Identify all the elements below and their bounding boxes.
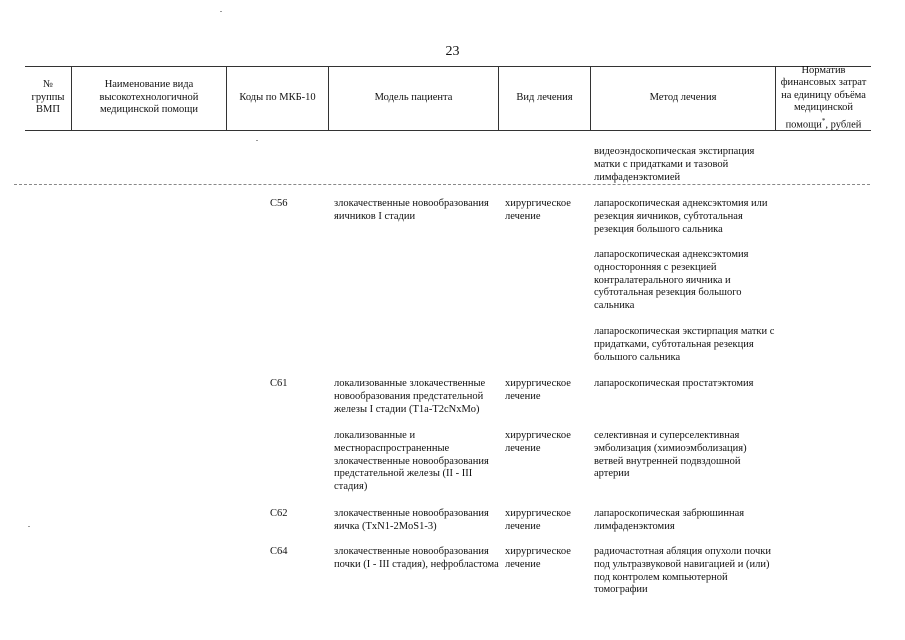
page-number: 23: [445, 44, 460, 59]
row-treatment: хирургическое лечение: [505, 378, 571, 402]
header-bottom-rule: [25, 130, 871, 131]
row-treatment: хирургическое лечение: [505, 430, 571, 454]
scan-speck: [28, 526, 30, 527]
row-method: лапароскопическая экстирпация матки с придатками, субтотальная резекция большого сальника: [594, 326, 775, 363]
row-model: злокачественные новообразования почки (I - III стадия), нефробластома: [334, 546, 499, 570]
header-group-number: № группы ВМП: [31, 79, 65, 116]
header-vmp-name: Наименование вида высокотехнологичной медицинской помощи: [71, 66, 226, 130]
row-treatment: хирургическое лечение: [505, 198, 571, 222]
row-model: локализованные злокачественные новообразования предстательной железы I стадии (T1a-T2cNxMo): [334, 378, 486, 415]
row-method: лапароскопическая простатэктомия: [594, 378, 754, 389]
row-model: локализованные и местнораспространенные злокачественные новообразования предстательной железы (II - III стадия): [334, 430, 489, 493]
row-method: лапароскопическая аднексэктомия или резекция яичников, субтотальная резекция большого сальника: [594, 198, 768, 235]
row-model: злокачественные новообразования яичка (TxN1-2MoS1-3): [334, 508, 489, 532]
row-model: злокачественные новообразования яичников I стадии: [334, 198, 489, 222]
header-patient-model: Модель пациента: [328, 66, 498, 130]
row-method: радиочастотная абляция опухоли почки под ультразвуковой навигацией и (или) под контролем компьютерной томографии: [594, 546, 772, 596]
row-method: селективная и суперселективная эмболизация (химиоэмболизация) ветвей внутренней подвздошной артерии: [594, 430, 747, 480]
header-treatment-type: Вид лечения: [498, 66, 590, 130]
row-treatment: хирургическое лечение: [505, 508, 571, 532]
scan-speck: [220, 11, 222, 12]
row-code: С61: [270, 378, 288, 389]
row-code: С64: [270, 546, 288, 557]
header-cost-norm: Норматив финансовых затрат на единицу объёма медицинской помощи*, рублей: [775, 66, 871, 130]
row-code: С62: [270, 508, 288, 519]
row-treatment: хирургическое лечение: [505, 546, 571, 570]
row-code: С56: [270, 198, 288, 209]
scan-speck: [256, 140, 258, 141]
header-icd-codes: Коды по МКБ-10: [226, 66, 328, 130]
scan-dash-line: [14, 184, 870, 185]
continued-method: видеоэндоскопическая экстирпация матки с придатками и тазовой лимфаденэктомией: [594, 146, 755, 183]
row-method: лапароскопическая забрюшинная лимфаденэктомия: [594, 508, 745, 532]
header-treatment-method: Метод лечения: [590, 66, 775, 130]
row-method: лапароскопическая аднексэктомия односторонняя с резекцией контралатерального яичника и субтотальная резекция большого сальника: [594, 249, 749, 312]
